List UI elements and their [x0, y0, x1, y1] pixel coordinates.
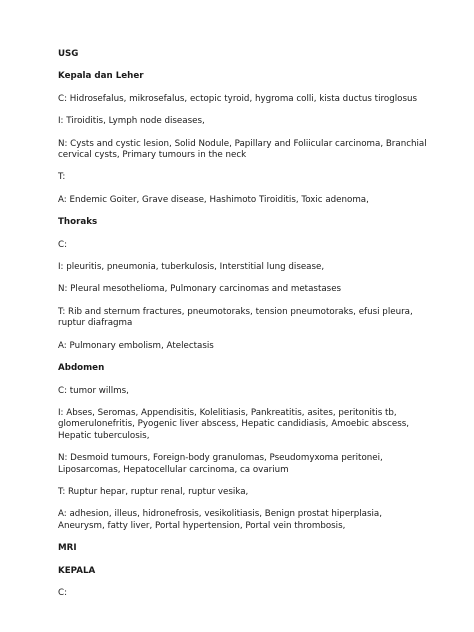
text-line: A: adhesion, illeus, hidronefrosis, vesikolitiasis, Benign prostat hiperplasia, Aneurysm, fatty liver, Portal hypertension, Portal vein thrombosis,: [58, 509, 383, 531]
heading-mri: MRI: [58, 543, 77, 554]
text-line: N: Pleural mesothelioma, Pulmonary carcinomas and metastases: [58, 284, 342, 295]
document-page: [58, 49, 428, 610]
text-line: C:: [58, 587, 67, 598]
text-line: C: Hidrosefalus, mikrosefalus, ectopic tyroid, hygroma colli, kista ductus tiroglosus: [58, 93, 417, 104]
text-line: I: pleuritis, pneumonia, tuberkulosis, Interstitial lung disease,: [58, 262, 325, 273]
text-line: A: Endemic Goiter, Grave disease, Hashimoto Tiroiditis, Toxic adenoma,: [58, 194, 369, 205]
text-line: N: Cysts and cystic lesion, Solid Nodule, Papillary and Foliicular carcinoma, Branchial cervical cysts, Primary tumours in the neck: [58, 138, 427, 161]
text-line: I: Abses, Seromas, Appendisitis, Kolelitiasis, Pankreatitis, asites, peritonitis tb, glomerulonefritis, Pyogenic liver abscess, Hepatic candidiasis, Amoebic abscess, Hepatic tuberculosis,: [58, 407, 410, 441]
text-line: C:: [58, 239, 67, 250]
heading-abdomen: Abdomen: [58, 363, 105, 374]
heading-kepala-dan-leher: Kepala dan Leher: [58, 71, 144, 82]
heading-kepala: KEPALA: [58, 565, 96, 576]
text-line: I: Tiroiditis, Lymph node diseases,: [58, 116, 205, 127]
text-line: T: Ruptur hepar, ruptur renal, ruptur vesika,: [58, 486, 249, 497]
heading-thoraks: Thoraks: [58, 217, 98, 228]
text-line: C: tumor willms,: [58, 385, 129, 396]
text-line: N: Desmoid tumours, Foreign-body granulomas, Pseudomyxoma peritonei, Liposarcomas, Hepatocellular carcinoma, ca ovarium: [58, 453, 383, 475]
text-line: T: Rib and sternum fractures, pneumotoraks, tension pneumotoraks, efusi pleura, ruptur diafragma: [58, 306, 413, 329]
text-line: T:: [58, 172, 66, 183]
heading-usg: USG: [58, 49, 79, 59]
text-line: A: Pulmonary embolism, Atelectasis: [58, 340, 214, 351]
